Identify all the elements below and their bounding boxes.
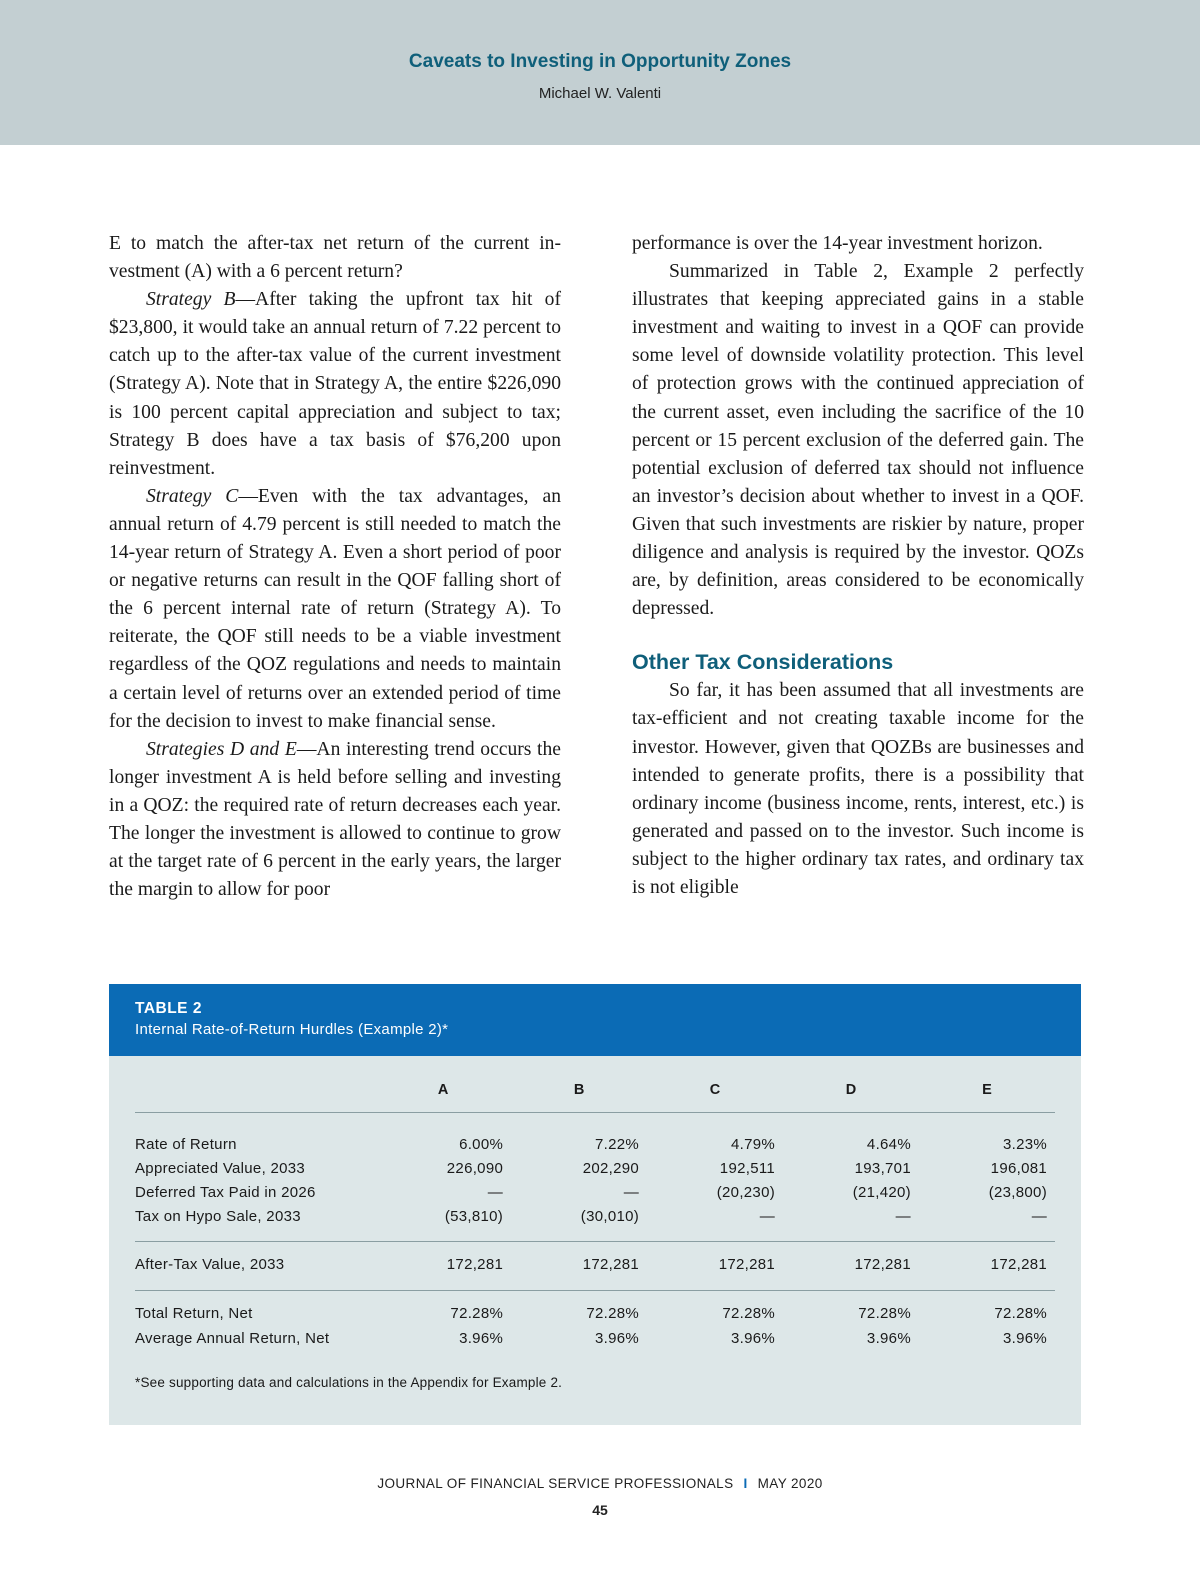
- row-label: After-Tax Value, 2033: [135, 1241, 375, 1277]
- paragraph-body: —After taking the upfront tax hit of $23,800, it would take an annual return of 7.22 percent to catch up to the after-tax value of the current investment (Strategy A). Note that in Strategy A, the entire $226,090 is 100 percent capital appreciation and subject to tax; Strategy B does have a tax basis of $76,200 upon reinvestment.: [109, 289, 561, 479]
- row-label: Appreciated Value, 2033: [135, 1159, 306, 1177]
- cell: 172,281: [511, 1241, 647, 1277]
- journal-name: JOURNAL OF FINANCIAL SERVICE PROFESSIONALS: [377, 1476, 734, 1491]
- paragraph: performance is over the 14-year investment horizon.: [632, 233, 1043, 254]
- paragraph: E to match the after-tax net return of the current investment (A) with a 6 percent return?: [109, 233, 561, 283]
- cell: 172,281: [375, 1241, 511, 1277]
- cell: 3.96%: [730, 1329, 776, 1347]
- cell: 3.96%: [595, 1329, 640, 1347]
- cell: 72.28%: [375, 1290, 511, 1326]
- left-column: [109, 230, 561, 904]
- cell: 7.22%: [595, 1135, 640, 1153]
- table-row: [135, 1290, 1055, 1326]
- cell: (20,230): [716, 1183, 776, 1201]
- cell: 72.28%: [783, 1290, 919, 1326]
- spacer-row: [135, 1228, 1055, 1241]
- table-row: [135, 1180, 1055, 1204]
- cell: 3.96%: [1002, 1329, 1047, 1347]
- table-2: [109, 984, 1081, 1425]
- cell: 172,281: [783, 1241, 919, 1277]
- paragraph: [109, 286, 561, 483]
- cell: 3.96%: [866, 1329, 911, 1347]
- data-table: [135, 1082, 1055, 1350]
- cell: 72.28%: [919, 1290, 1055, 1326]
- row-label: Tax on Hypo Sale, 2033: [135, 1207, 301, 1225]
- cell: —: [895, 1207, 911, 1225]
- table-row: [135, 1204, 1055, 1228]
- row-label: Deferred Tax Paid in 2026: [135, 1183, 316, 1201]
- column-header-row: [135, 1082, 1055, 1112]
- paragraph: So far, it has been assumed that all investments are tax-efficient and not creating taxable income for the investor. However, given that QOZBs are businesses and intended to generate profits, there is a possibility that ordinary income (business income, rents, interest, etc.) is generated and passed on to the investor. Such income is subject to the higher ordinary tax rates, and ordinary tax is not eligible: [632, 680, 1084, 898]
- table-row: [135, 1156, 1055, 1180]
- page-number: 45: [592, 1502, 608, 1518]
- issue-date: MAY 2020: [757, 1476, 823, 1491]
- cell: 72.28%: [647, 1290, 783, 1326]
- footer-separator: I: [743, 1476, 748, 1491]
- column-header-a: A: [375, 1082, 511, 1112]
- table-row: [135, 1112, 1055, 1156]
- table-row: [135, 1241, 1055, 1277]
- spacer-row: [135, 1277, 1055, 1290]
- paragraph: [109, 483, 561, 736]
- column-header-d: D: [783, 1082, 919, 1112]
- cell: —: [487, 1183, 504, 1201]
- header-band: [0, 0, 1200, 145]
- table-header: [109, 984, 1081, 1056]
- cell: 4.64%: [866, 1135, 911, 1153]
- table-row: [135, 1326, 1055, 1350]
- cell: 226,090: [446, 1159, 504, 1177]
- column-header-empty: [135, 1082, 375, 1112]
- strategy-lead: Strategies D and E: [146, 738, 297, 760]
- cell: 172,281: [919, 1241, 1055, 1277]
- paragraph: [109, 736, 561, 905]
- cell: 3.23%: [1002, 1135, 1047, 1153]
- cell: —: [759, 1207, 776, 1225]
- cell: 6.00%: [459, 1135, 504, 1153]
- article-title: Caveats to Investing in Opportunity Zones: [408, 51, 792, 72]
- column-header-b: B: [511, 1082, 647, 1112]
- cell: 196,081: [990, 1159, 1047, 1177]
- cell: (30,010): [580, 1207, 640, 1225]
- row-label: Total Return, Net: [135, 1290, 375, 1326]
- page-footer: [0, 1476, 1200, 1491]
- cell: 193,701: [854, 1159, 911, 1177]
- paragraph: Summarized in Table 2, Example 2 perfectly illustrates that keeping appreciated gains in a stable investment and waiting to invest in a QOF can provide some level of downside volatility protection. This level of protection grows with the continued appreciation of the current asset, even including the sacrifice of the 10 percent or 15 percent exclusion of the deferred gain. The potential exclusion of deferred tax should not influence an investor’s decision about whether to invest in a QOF. Given that such investments are riskier by nature, proper diligence and analysis is required by the investor. QOZs are, by definition, areas considered to be economically depressed.: [632, 261, 1084, 620]
- cell: (23,800): [988, 1183, 1047, 1201]
- strategy-lead: Strategy B: [146, 289, 236, 311]
- table-label: TABLE 2: [135, 1000, 202, 1017]
- table-caption: Internal Rate-of-Return Hurdles (Example 2)*: [135, 1021, 449, 1038]
- paragraph-body: —Even with the tax advantages, an annual return of 4.79 percent is still needed to match the 14-year return of Strategy A. Even a short period of poor or negative returns can result in the QOF falling short of the 6 percent internal rate of return (Strategy A). To reiterate, the QOF still needs to be a viable investment regardless of the QOZ regulations and needs to maintain a certain level of returns over an extended period of time for the decision to invest to make financial sense.: [109, 485, 561, 732]
- cell: —: [1031, 1207, 1047, 1225]
- row-label: Rate of Return: [135, 1135, 237, 1153]
- column-header-e: E: [919, 1082, 1055, 1112]
- paragraph-body: —An interesting trend occurs the longer investment A is held before selling and investing in a QOZ: the required rate of return decreases each year. The longer the investment is allowed to continue to grow at the target rate of 6 percent in the early years, the larger the margin to allow for poor: [109, 738, 561, 901]
- table-footnote: *See supporting data and calculations in the Appendix for Example 2.: [135, 1375, 563, 1390]
- strategy-lead: Strategy C: [146, 485, 239, 507]
- cell: (53,810): [444, 1207, 504, 1225]
- cell: 72.28%: [511, 1290, 647, 1326]
- cell: 172,281: [647, 1241, 783, 1277]
- cell: 192,511: [719, 1159, 776, 1177]
- cell: (21,420): [852, 1183, 911, 1201]
- row-label: Average Annual Return, Net: [135, 1329, 330, 1347]
- section-heading: Other Tax Considerations: [632, 650, 894, 675]
- article-author: Michael W. Valenti: [538, 85, 662, 102]
- cell: 202,290: [582, 1159, 640, 1177]
- cell: —: [623, 1183, 640, 1201]
- right-column: [632, 230, 1084, 902]
- cell: 3.96%: [459, 1329, 504, 1347]
- cell: 4.79%: [730, 1135, 776, 1153]
- column-header-c: C: [647, 1082, 783, 1112]
